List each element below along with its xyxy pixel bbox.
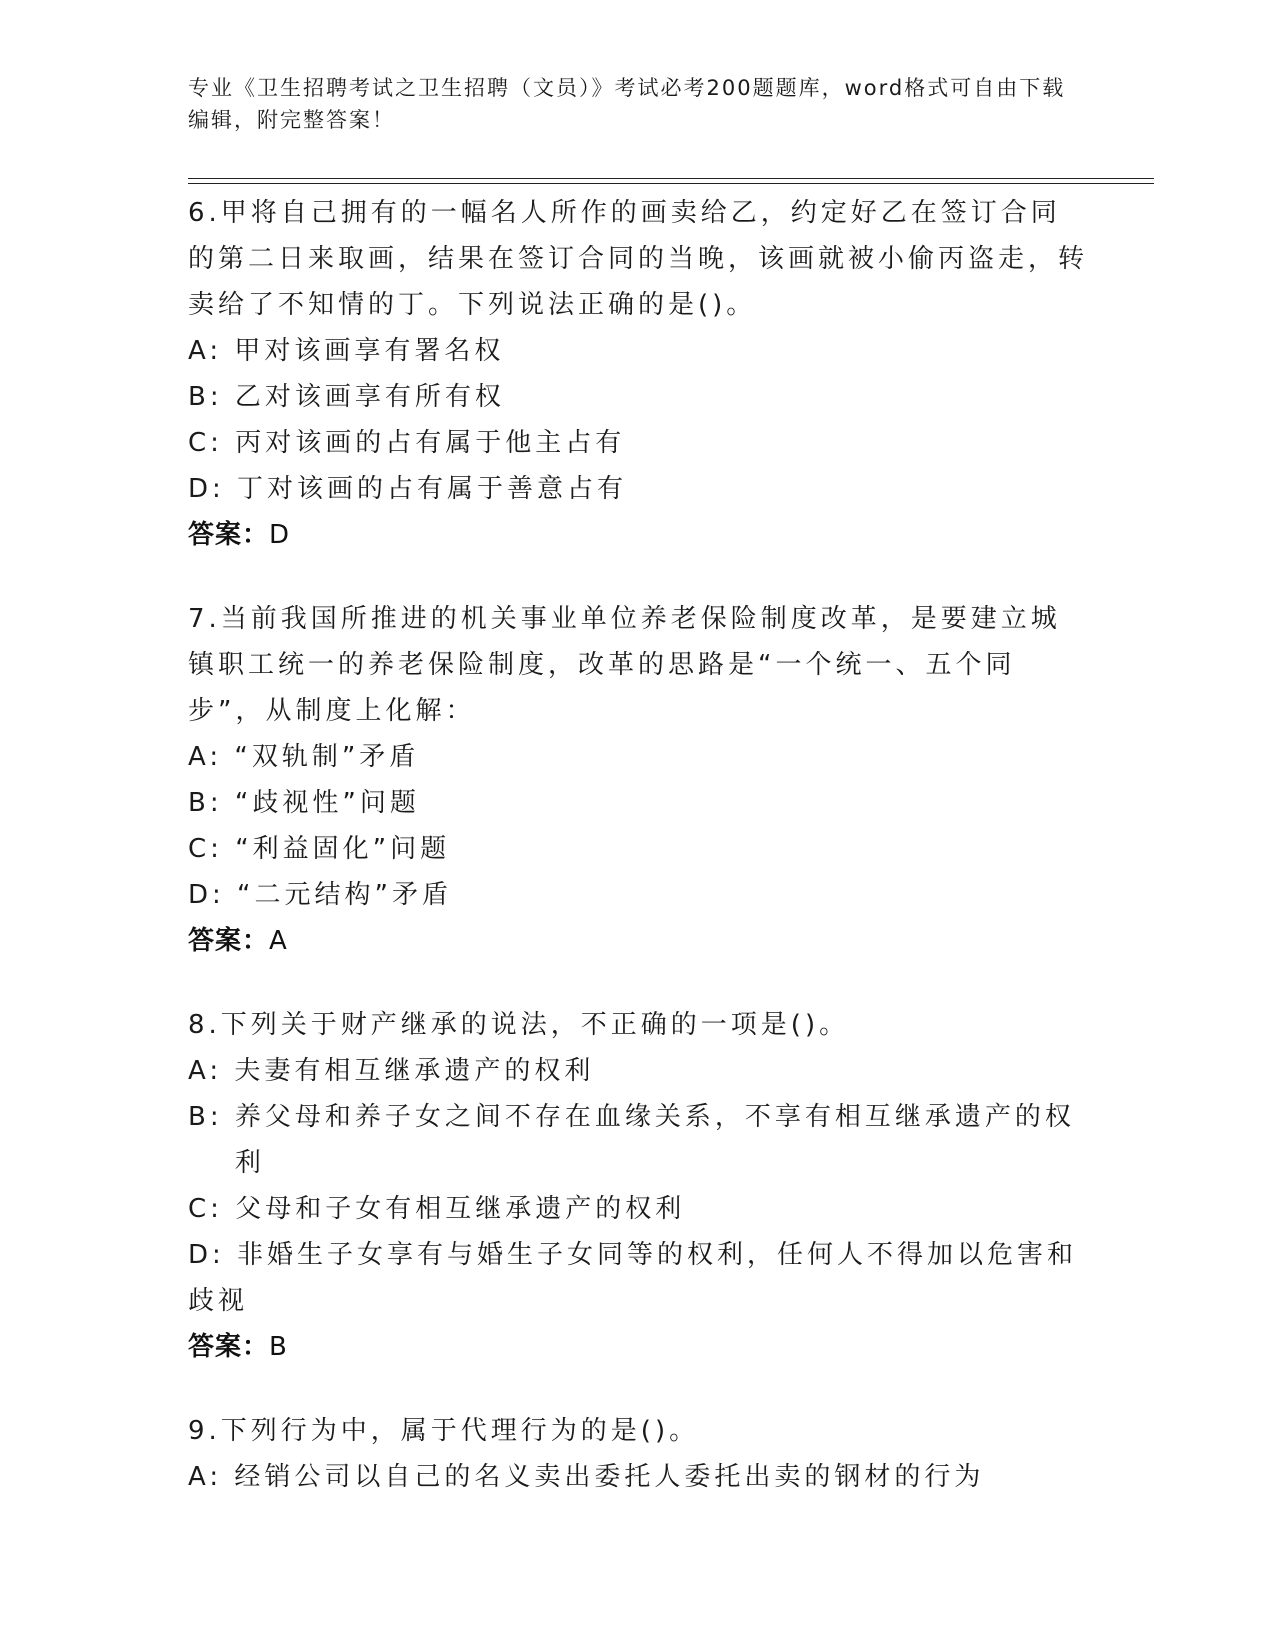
- option-text: 经销公司以自己的名义卖出委托人委托出卖的钢材的行为: [234, 1462, 985, 1492]
- answer-value: A: [269, 926, 288, 956]
- question-text: 8.下列关于财产继承的说法，不正确的一项是()。: [188, 1010, 850, 1040]
- option-text: “歧视性”问题: [234, 788, 420, 818]
- option-text: 养父母和养子女之间不存在血缘关系，不享有相互继承遗产的权利: [234, 1102, 1075, 1178]
- option-a: [188, 1454, 1088, 1500]
- option-text: 父母和子女有相互继承遗产的权利: [235, 1194, 686, 1224]
- option-a: [188, 734, 1088, 780]
- option-letter: C:: [188, 428, 223, 458]
- option-b: [188, 374, 1088, 420]
- question-9: [188, 1408, 1088, 1500]
- answer-label: 答案：: [188, 926, 270, 956]
- option-b: [188, 1094, 1088, 1186]
- question-6: [188, 190, 1088, 558]
- option-d: [188, 1232, 1088, 1324]
- answer-line: [188, 918, 1088, 964]
- option-text: 甲对该画享有署名权: [234, 336, 505, 366]
- option-text: “二元结构”矛盾: [237, 880, 452, 910]
- option-text: 丁对该画的占有属于善意占有: [237, 474, 628, 504]
- question-text: 9.下列行为中，属于代理行为的是()。: [188, 1416, 700, 1446]
- option-text: 非婚生子女享有与婚生子女同等的权利，任何人不得加以危害和歧视: [188, 1240, 1078, 1316]
- option-d: [188, 466, 1088, 512]
- option-a: [188, 1048, 1088, 1094]
- answer-value: D: [269, 520, 291, 550]
- option-letter: C:: [188, 834, 223, 864]
- option-letter: A:: [188, 336, 223, 366]
- question-8: [188, 1002, 1088, 1370]
- option-b: [188, 780, 1088, 826]
- option-letter: D:: [188, 880, 225, 910]
- header-rule-top: [188, 178, 1154, 179]
- answer-label: 答案：: [188, 1332, 270, 1362]
- question-7: [188, 596, 1088, 964]
- option-text: 夫妻有相互继承遗产的权利: [234, 1056, 595, 1086]
- option-text: “双轨制”矛盾: [234, 742, 420, 772]
- option-c: [188, 1186, 1088, 1232]
- option-letter: B:: [188, 382, 223, 412]
- option-text: 丙对该画的占有属于他主占有: [235, 428, 626, 458]
- question-text: 6.甲将自己拥有的一幅名人所作的画卖给乙，约定好乙在签订合同的第二日来取画，结果在签订合同的当晚，该画就被小偷丙盗走，转卖给了不知情的丁。下列说法正确的是()。: [188, 198, 1089, 320]
- option-letter: B:: [188, 788, 223, 818]
- option-letter: D:: [188, 474, 225, 504]
- option-c: [188, 420, 1088, 466]
- document-header: 专业《卫生招聘考试之卫生招聘（文员）》考试必考200题题库，word格式可自由下载编辑，附完整答案！: [188, 76, 1066, 132]
- answer-value: B: [269, 1332, 288, 1362]
- option-c: [188, 826, 1088, 872]
- header-rule-bottom: [188, 183, 1154, 184]
- option-letter: C:: [188, 1194, 223, 1224]
- question-text: 7.当前我国所推进的机关事业单位养老保险制度改革，是要建立城镇职工统一的养老保险制度，改革的思路是“一个统一、五个同步”，从制度上化解：: [188, 604, 1061, 726]
- option-text: “利益固化”问题: [235, 834, 451, 864]
- answer-line: [188, 1324, 1088, 1370]
- answer-label: 答案：: [188, 520, 270, 550]
- option-letter: A:: [188, 1462, 223, 1492]
- option-letter: D:: [188, 1240, 225, 1270]
- option-letter: B:: [188, 1102, 223, 1132]
- option-a: [188, 328, 1088, 374]
- option-letter: A:: [188, 742, 223, 772]
- option-d: [188, 872, 1088, 918]
- option-letter: A:: [188, 1056, 223, 1086]
- answer-line: [188, 512, 1088, 558]
- option-text: 乙对该画享有所有权: [234, 382, 505, 412]
- question-list: [188, 190, 1088, 1538]
